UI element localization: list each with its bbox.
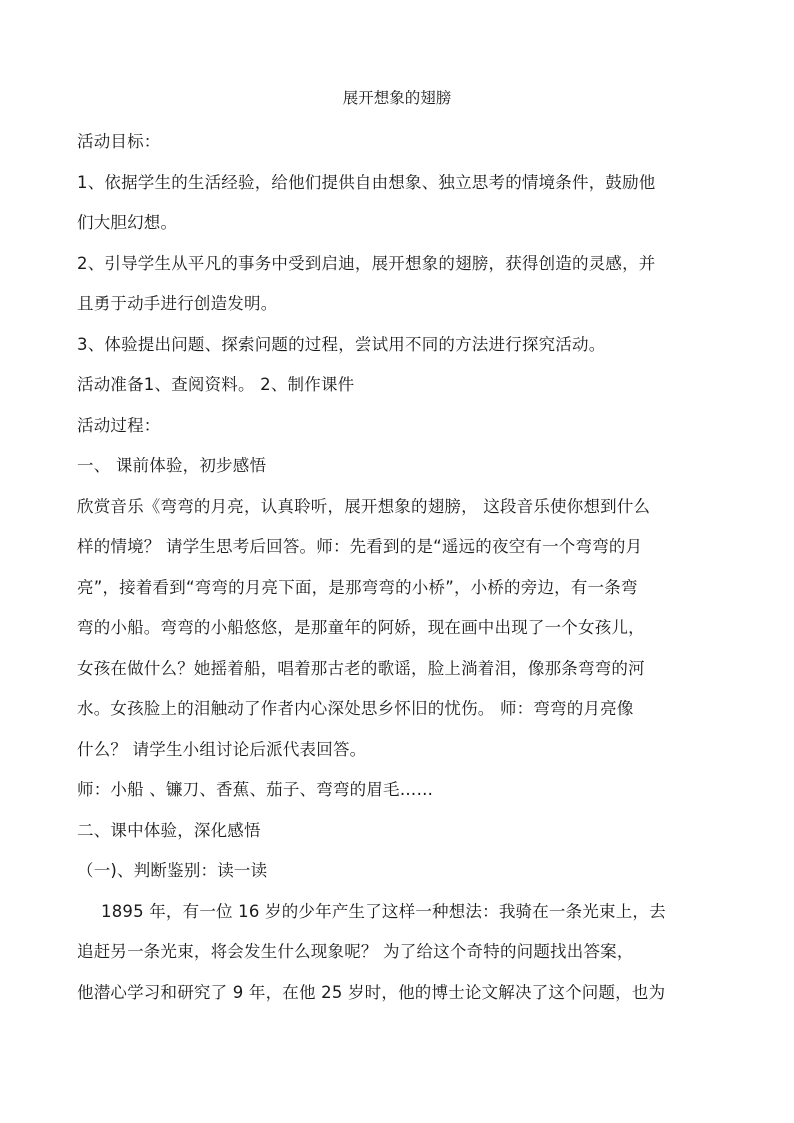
paragraph-line: 亮”，接着看到“弯弯的月亮下面，是那弯弯的小桥”，小桥的旁边，有一条弯 (77, 577, 638, 597)
paragraph-line: 样的情境？ 请学生思考后回答。师：先看到的是“遥远的夜空有一个弯弯的月 (77, 537, 643, 556)
paragraph-line: 师：小船 、镰刀、香蕉、茄子、弯弯的眉毛…… (77, 780, 434, 799)
section-heading-preparation: 活动准备1、查阅资料。 2、制作课件 (77, 375, 355, 394)
paragraph-line: 1895 年，有一位 16 岁的少年产生了这样一种想法：我骑在一条光束上，去 (101, 901, 666, 921)
paragraph-line: 欣赏音乐《弯弯的月亮，认真聆听，展开想象的翅膀， 这段音乐使你想到什么 (77, 496, 651, 516)
paragraph-line: 们大胆幻想。 (77, 213, 178, 232)
subsection-heading: （一)、判断鉴别：读一读 (77, 861, 268, 880)
paragraph-line: 水。女孩脸上的泪触动了作者内心深处思乡怀旧的忧伤。 师：弯弯的月亮像 (77, 699, 634, 718)
document-body (77, 122, 721, 1013)
section-heading-part-two: 二、课中体验，深化感悟 (77, 820, 261, 840)
paragraph-line: 2、引导学生从平凡的事务中受到启迪，展开想象的翅膀，获得创造的灵感，并 (77, 253, 656, 273)
paragraph-line: 他潜心学习和研究了 9 年，在他 25 岁时，他的博士论文解决了这个问题，也为 (77, 982, 666, 1002)
section-heading-goals: 活动目标： (77, 132, 161, 151)
paragraph-line: 什么？ 请学生小组讨论后派代表回答。 (77, 739, 367, 759)
paragraph-line: 追赶另一条光束，将会发生什么现象呢？ 为了给这个奇特的问题找出答案， (77, 942, 634, 961)
paragraph-line: 且勇于动手进行创造发明。 (77, 294, 278, 313)
section-heading-part-one: 一、 课前体验，初步感悟 (77, 456, 267, 475)
paragraph-line: 弯的小船。弯弯的小船悠悠，是那童年的阿娇，现在画中出现了一个女孩儿， (77, 618, 645, 637)
paragraph-line: 女孩在做什么？她摇着船，唱着那古老的歌谣，脸上淌着泪，像那条弯弯的河 (77, 658, 645, 678)
document-title: 展开想象的翅膀 (342, 89, 452, 107)
paragraph-line: 1、依据学生的生活经验，给他们提供自由想象、独立思考的情境条件，鼓励他 (77, 172, 656, 192)
paragraph-line: 3、体验提出问题、探索问题的过程，尝试用不同的方法进行探究活动。 (77, 334, 606, 354)
section-heading-process: 活动过程： (77, 415, 161, 435)
